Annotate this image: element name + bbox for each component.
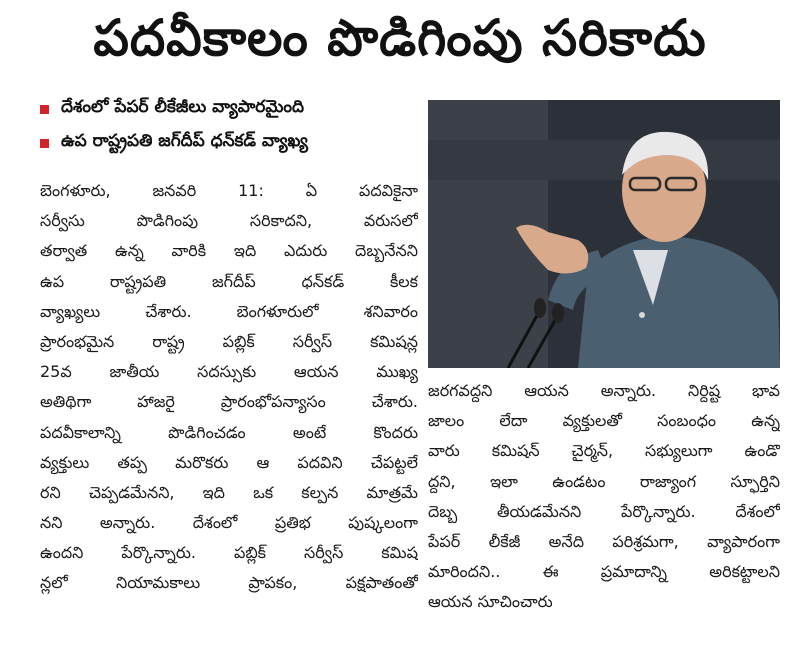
article-column-2: [428, 376, 780, 618]
text-line: పదవీకాలాన్ని పొడిగించడం అంటే కొందరు: [40, 422, 418, 442]
text-line: సర్వీసు పొడిగింపు సరికాదని, వరుసలో: [40, 211, 418, 231]
subheading-1: [40, 92, 420, 126]
text-line: న్లలో నియామకాలు ప్రాపకం, పక్షపాతంతో: [40, 573, 418, 593]
text-line: 25వ జాతీయ సదస్సుకు ఆయన ముఖ్య: [40, 362, 418, 382]
subheadings: [40, 92, 420, 160]
text-line: ప్రారంభమైన రాష్ట్ర పబ్లిక్‌ సర్వీస్‌ కమిషన్ల: [40, 331, 418, 351]
text-line: జాలం లేదా వ్యక్తులతో సంబంధం ఉన్న: [428, 411, 780, 431]
subheading-2: [40, 126, 420, 160]
speaker-photo-illustration: [428, 100, 780, 368]
bullet-marker: [40, 105, 49, 114]
text-line: వారు కమిషన్‌ చైర్మన్‌, సభ్యులుగా ఉండొ: [428, 441, 780, 461]
text-line: మారిందని.. ఈ ప్రమాదాన్ని అరికట్టాలని: [428, 562, 780, 582]
text-line: వ్యక్తులు తప్ప మరొకరు ఆ పదవిని చేపట్టలే: [40, 452, 418, 472]
text-line: ఉందని పేర్కొన్నారు. పబ్లిక్‌ సర్వీస్‌ కమిష: [40, 543, 418, 563]
text-line: బెంగళూరు, జనవరి 11: ఏ పదవికైనా: [40, 181, 418, 200]
text-line: ద్దని, ఇలా ఉండటం రాజ్యాంగ స్ఫూర్తిని: [428, 471, 780, 491]
subheading-text: ఉప రాష్ట్రపతి జగ్‌దీప్‌ ధన్‌కడ్‌ వ్యాఖ్య: [61, 131, 308, 151]
text-line: ఉప రాష్ట్రపతి జగ్‌దీప్‌ ధన్‌కడ్‌ కీలక: [40, 271, 418, 291]
bullet-marker: [40, 139, 49, 148]
text-line: పేపర్‌ లీకేజీ అనేది పరిశ్రమగా, వ్యాపారంగా: [428, 531, 780, 551]
text-line: వ్యాఖ్యలు చేశారు. బెంగళూరులో శనివారం: [40, 301, 418, 321]
text-line: జరగవద్దని ఆయన అన్నారు. నిర్దిష్ట భావ: [428, 381, 780, 400]
headline: పదవీకాలం పొడిగింపు సరికాదు: [93, 8, 707, 67]
speaker-photo: [428, 100, 780, 368]
text-line: ఆయన సూచించారు: [428, 592, 553, 612]
text-line: నని అన్నారు. దేశంలో ప్రతిభ పుష్కలంగా: [40, 513, 418, 533]
text-line: తర్వాత ఉన్న వారికి ఇది ఎదురు దెబ్బనేనని: [40, 241, 418, 261]
subheading-text: దేశంలో పేపర్‌ లీకేజీలు వ్యాపారమైంది: [61, 97, 304, 117]
text-line: అతిథిగా హాజరై ప్రారంభోపన్యాసం చేశారు.: [40, 392, 418, 412]
text-line: రని చెప్పడమేనని, ఇది ఒక కల్పన మాత్రమే: [40, 482, 418, 502]
text-line: దెబ్బ తీయడమేనని పేర్కొన్నారు. దేశంలో: [428, 501, 780, 521]
article-column-1: [40, 176, 418, 599]
